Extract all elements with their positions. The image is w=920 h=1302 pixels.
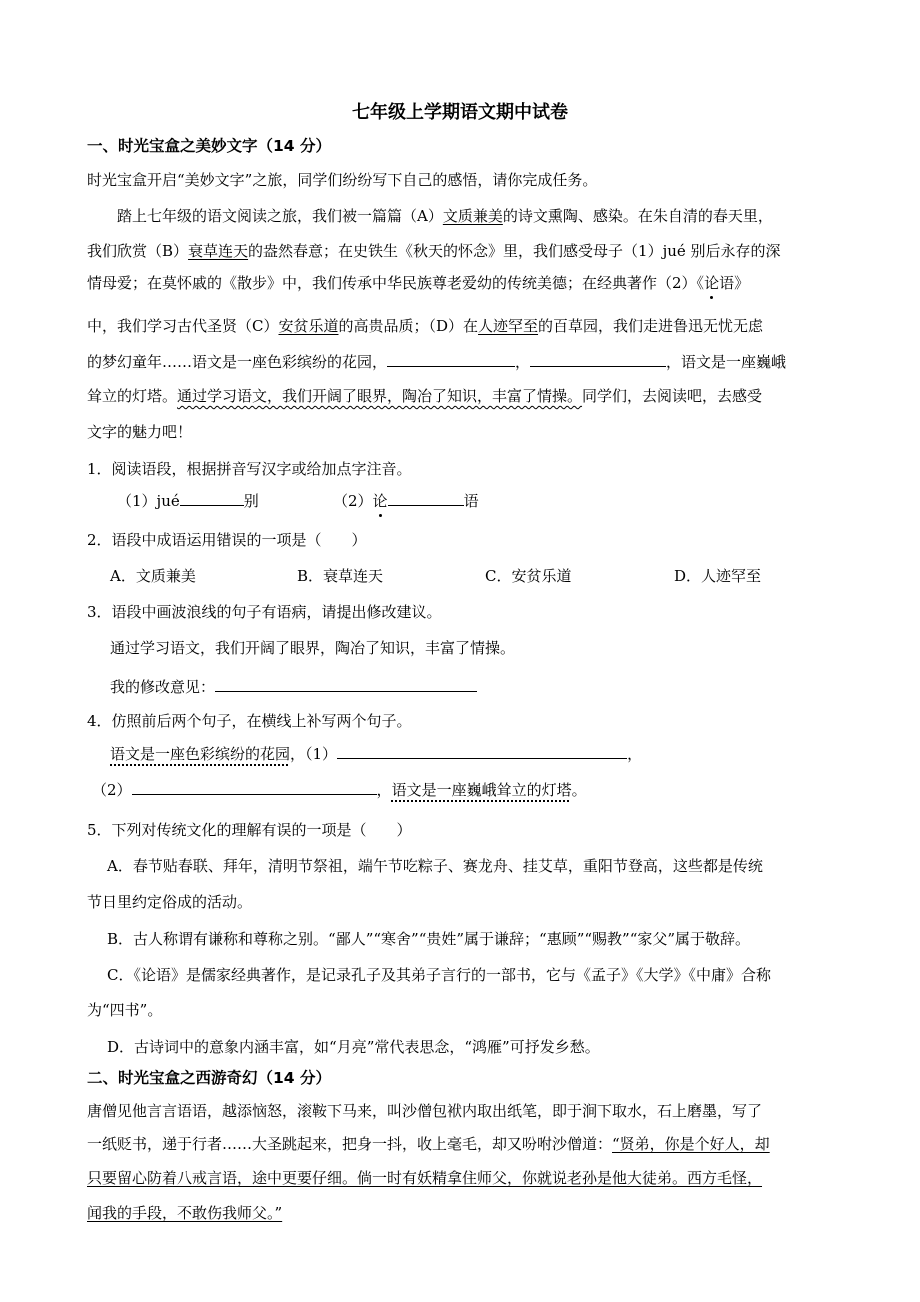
option-c[interactable]: C．《论语》是儒家经典著作，是记录孔子及其弟子言行的一部书，它与《孟子》《大学》《中庸》合称	[107, 966, 771, 984]
question-3-sentence: 通过学习语文，我们开阔了眼界，陶冶了知识，丰富了情操。	[110, 639, 516, 657]
answer-blank[interactable]	[388, 489, 464, 506]
answer-blank[interactable]	[215, 675, 477, 692]
option-d[interactable]: D．人迹罕至	[674, 567, 762, 585]
passage-line: 踏上七年级的语文阅读之旅，我们被一篇篇（A）文质兼美的诗文熏陶、感染。在朱自清的春天里，	[117, 207, 773, 225]
option-c[interactable]: C．安贫乐道	[485, 567, 572, 585]
answer-blank[interactable]	[180, 489, 244, 506]
section1-intro: 时光宝盒开启“美妙文字”之旅，同学们纷纷写下自己的感悟，请你完成任务。	[87, 171, 598, 189]
passage-line: 情母爱；在莫怀戚的《散步》中，我们传承中华民族尊老爱幼的传统美德；在经典著作（2）《论语》	[87, 274, 750, 292]
option-a[interactable]: A．春节贴春联、拜年，清明节祭祖，端午节吃粽子、赛龙舟、挂艾草，重阳节登高，这些都是传统	[107, 857, 763, 875]
section1-heading: 一、时光宝盒之美妙文字（14 分）	[87, 137, 331, 155]
dotted-char: 论	[704, 274, 720, 292]
passage-line: 的梦幻童年……语文是一座色彩缤纷的花园， ， ，语文是一座巍峨	[87, 350, 786, 372]
underlined-quote: 闻我的手段，不敢伤我师父。”	[87, 1204, 283, 1222]
passage-line: 文字的魅力吧！	[87, 423, 193, 441]
underlined-quote: 只要留心防着八戒言语，途中更要仔细。倘一时有妖精拿住师父，你就说老孙是他大徒弟。西方毛怪，	[87, 1169, 763, 1187]
blank-line	[387, 350, 515, 367]
answer-blank[interactable]	[132, 778, 377, 795]
question-3-stem: 3．语段中画波浪线的句子有语病，请提出修改建议。	[87, 603, 442, 621]
dotted-phrase: 语文是一座色彩缤纷的花园	[110, 745, 291, 763]
idiom-a: 文质兼美	[442, 207, 503, 225]
section2-line: 一纸贬书，递于行者……大圣跳起来，把身一抖，收上毫毛，却又吩咐沙僧道：“贤弟，你是个好人，却	[87, 1135, 770, 1153]
answer-blank[interactable]	[337, 742, 627, 759]
option-a[interactable]: A．文质兼美	[110, 567, 196, 585]
passage-line: 中，我们学习古代圣贤（C）安贫乐道的高贵品质；（D）在人迹罕至的百草园，我们走进鲁迅无忧无虑	[87, 317, 764, 335]
option-a-continued: 节日里约定俗成的活动。	[87, 893, 253, 911]
option-b[interactable]: B．古人称谓有谦称和尊称之别。“鄙人”“寒舍”“贵姓”属于谦辞；“惠顾”“赐教”“家父”属于敬辞。	[107, 930, 751, 948]
dotted-char: 论	[372, 492, 388, 510]
section2-line	[87, 1168, 762, 1188]
question-5-stem: 5．下列对传统文化的理解有误的一项是（ ）	[87, 821, 412, 839]
question-1-part-b: （2）论 语	[333, 489, 479, 511]
question-3-answer: 我的修改意见：	[110, 675, 477, 697]
dotted-phrase: 语文是一座巍峨耸立的灯塔	[391, 781, 572, 799]
section2-line	[87, 1203, 282, 1223]
idiom-d: 人迹罕至	[478, 317, 539, 335]
idiom-b: 衰草连天	[188, 242, 249, 260]
passage-line: 我们欣赏（B）衰草连天的盎然春意；在史铁生《秋天的怀念》里，我们感受母子（1）jué 别后永存的深	[87, 242, 781, 260]
question-4-line-2: （2） ，语文是一座巍峨耸立的灯塔。	[92, 778, 587, 800]
section2-line: 唐僧见他言言语语，越添恼怒，滚鞍下马来，叫沙僧包袱内取出纸笔，即于涧下取水，石上磨墨，写了	[87, 1102, 763, 1120]
underlined-quote: “贤弟，你是个好人，却	[612, 1135, 770, 1153]
page-title: 七年级上学期语文期中试卷	[352, 102, 568, 123]
question-1-part-a: （1）jué 别	[117, 489, 259, 511]
option-b[interactable]: B．衰草连天	[297, 567, 384, 585]
question-1-stem: 1．阅读语段，根据拼音写汉字或给加点字注音。	[87, 460, 412, 478]
question-4-stem: 4．仿照前后两个句子，在横线上补写两个句子。	[87, 712, 412, 730]
passage-line: 耸立的灯塔。通过学习语文，我们开阔了眼界，陶冶了知识，丰富了情操。同学们，去阅读吧，去感受	[87, 387, 763, 405]
question-2-stem: 2．语段中成语运用错误的一项是（ ）	[87, 531, 367, 549]
wavy-sentence: 通过学习语文，我们开阔了眼界，陶冶了知识，丰富了情操。	[177, 387, 583, 405]
question-4-line-1: 语文是一座色彩缤纷的花园，（1） ，	[110, 742, 642, 764]
option-c-continued: 为“四书”。	[87, 1001, 163, 1019]
section2-heading: 二、时光宝盒之西游奇幻（14 分）	[87, 1069, 331, 1087]
idiom-c: 安贫乐道	[278, 317, 339, 335]
option-d[interactable]: D．古诗词中的意象内涵丰富，如“月亮”常代表思念，“鸿雁”可抒发乡愁。	[107, 1038, 600, 1056]
blank-line	[530, 350, 666, 367]
